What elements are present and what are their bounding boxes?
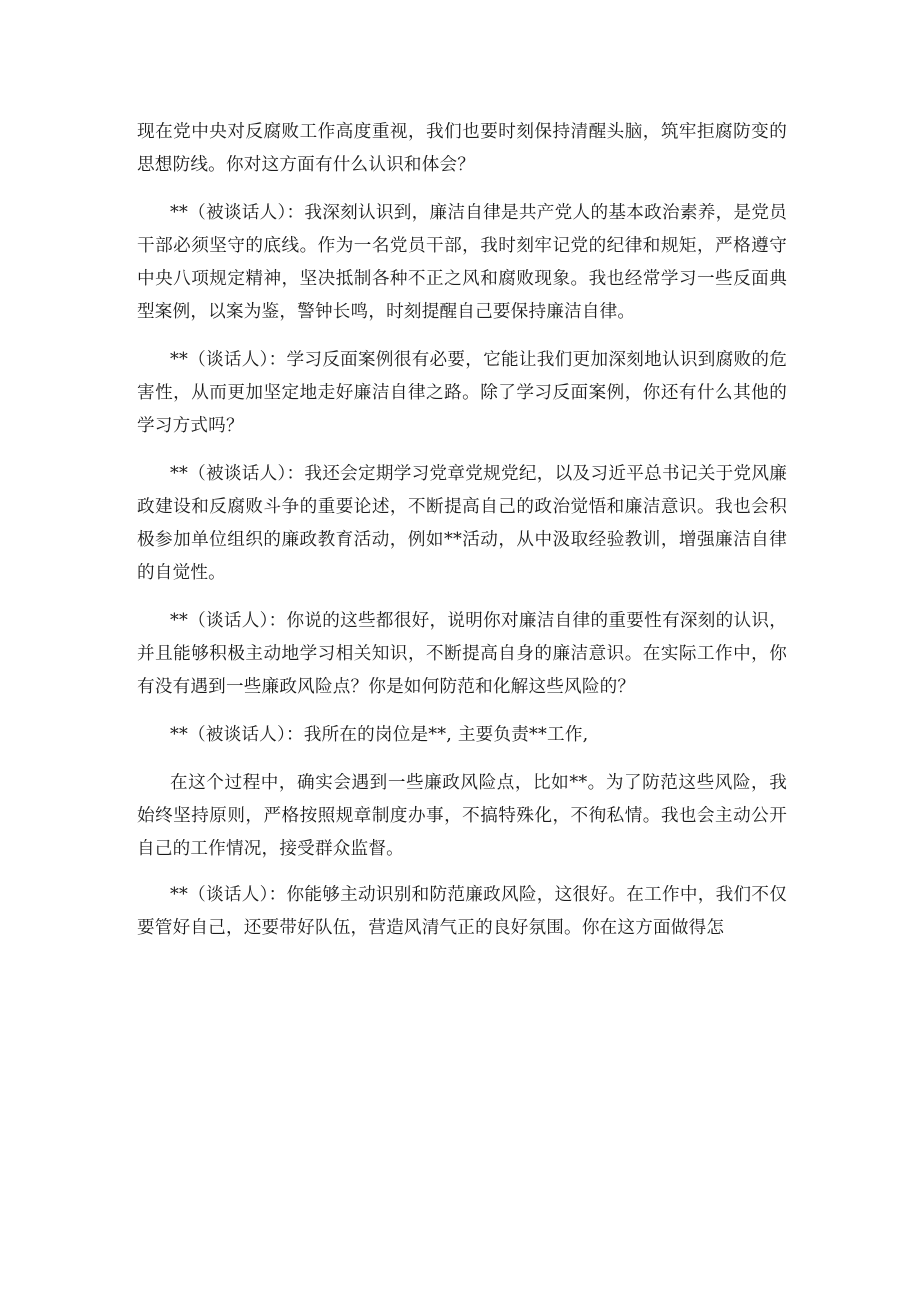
paragraph-4: **（被谈话人）：我还会定期学习党章党规党纪，以及习近平总书记关于党风廉政建设和反腐败斗争的重要论述，不断提高自己的政治觉悟和廉洁意识。我也会积极参加单位组织的廉政教育活动，例如**活动，从中汲取经验教训，增强廉洁自律的自觉性。 — [137, 464, 787, 583]
paragraph-5: **（谈话人）：你说的这些都很好，说明你对廉洁自律的重要性有深刻的认识，并且能够积极主动地学习相关知识，不断提高自身的廉洁意识。在实际工作中，你有没有遇到一些廉政风险点？你是如何防范和化解这些风险的？ — [137, 611, 787, 697]
paragraph-6: **（被谈话人）：我所在的岗位是**, 主要负责**工作, — [170, 725, 589, 745]
paragraph-1: 现在党中央对反腐败工作高度重视，我们也要时刻保持清醒头脑，筑牢拒腐防变的思想防线。你对这方面有什么认识和体会？ — [137, 122, 787, 175]
paragraph-2: **（被谈话人）：我深刻认识到，廉洁自律是共产党人的基本政治素养，是党员干部必须坚守的底线。作为一名党员干部，我时刻牢记党的纪律和规矩，严格遵守中央八项规定精神，坚决抵制各种不正之风和腐败现象。我也经常学习一些反面典型案例，以案为鉴，警钟长鸣，时刻提醒自己要保持廉洁自律。 — [137, 203, 787, 322]
paragraph-8: **（谈话人）：你能够主动识别和防范廉政风险，这很好。在工作中，我们不仅要管好自己，还要带好队伍，营造风清气正的良好氛围。你在这方面做得怎 — [137, 885, 787, 938]
paragraph-7: 在这个过程中，确实会遇到一些廉政风险点，比如**。为了防范这些风险，我始终坚持原则，严格按照规章制度办事，不搞特殊化，不徇私情。我也会主动公开自己的工作情况，接受群众监督。 — [137, 773, 787, 859]
document-body — [137, 116, 787, 960]
paragraph-3: **（谈话人）：学习反面案例很有必要，它能让我们更加深刻地认识到腐败的危害性，从而更加坚定地走好廉洁自律之路。除了学习反面案例，你还有什么其他的学习方式吗？ — [137, 350, 787, 436]
